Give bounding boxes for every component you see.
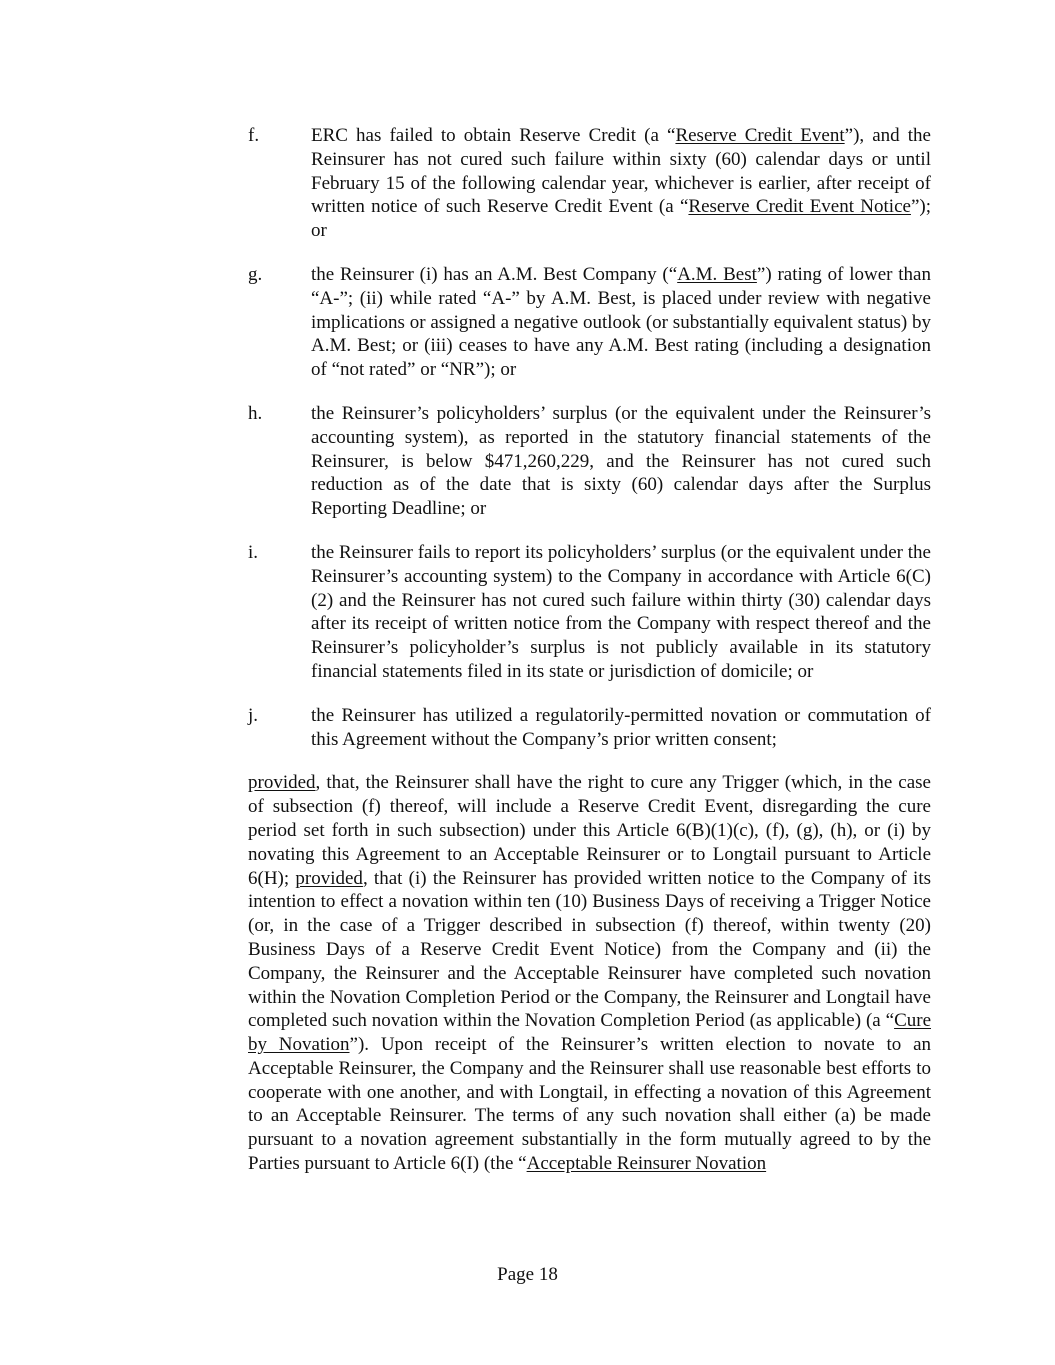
defined-term-provided: provided bbox=[248, 772, 316, 794]
item-label: f. bbox=[248, 125, 260, 146]
defined-term-provided: provided bbox=[295, 867, 363, 889]
list-item-g bbox=[248, 263, 931, 382]
item-label: g. bbox=[248, 263, 263, 285]
page-number: Page 18 bbox=[497, 1264, 558, 1285]
defined-term-reserve-credit-event-notice: Reserve Credit Event Notice bbox=[688, 196, 911, 218]
item-text: the Reinsurer fails to report its policyholders’ surplus (or the equivalent under the Reinsurer’s accounting system) to the Company in accordance with Article 6(C)(2) and the Reinsurer has not cured such failure within thirty (30) calendar days after its receipt of written notice from the Company with respect thereof and the Reinsurer’s policyholder’s surplus is not publicly available in its statutory financial statements filed in its state or jurisdiction of domicile; or bbox=[311, 541, 931, 682]
item-label: h. bbox=[248, 402, 263, 424]
item-text: the Reinsurer has utilized a regulatorily-permitted novation or commutation of this Agreement without the Company’s prior written consent; bbox=[311, 704, 931, 750]
item-label: i. bbox=[248, 541, 259, 563]
page-content bbox=[248, 124, 931, 1176]
item-text: the Reinsurer’s policyholders’ surplus (or the equivalent under the Reinsurer’s accounting system), as reported in the statutory financial statements of the Reinsurer, is below $471,260,229, and the Reinsurer has not cured such reduction as of the date that is sixty (60) calendar days after the Surplus Reporting Deadline; or bbox=[311, 402, 931, 520]
list-item-h bbox=[248, 402, 931, 521]
defined-term-reserve-credit-event: Reserve Credit Event bbox=[675, 125, 845, 146]
list-item-j bbox=[248, 704, 931, 752]
item-text: ERC has failed to obtain Reserve Credit (a “Reserve Credit Event”), and the Reinsurer has not cured such failure within sixty (60) calendar days or until February 15 of the following calendar year, whichever is earlier, after receipt of written notice of such Reserve Credit Event (a “Reserve Credit Event Notice”); or bbox=[311, 125, 931, 242]
item-text: the Reinsurer (i) has an A.M. Best Company (“A.M. Best”) rating of lower than “A-”; (ii) while rated “A-” by A.M. Best, is placed under review with negative implications or assigned a negative outlook (or substantially equivalent status) by A.M. Best; or (iii) ceases to have any A.M. Best rating (including a designation of “not rated” or “NR”); or bbox=[311, 263, 931, 381]
defined-term-cure-by-novation: Cure by Novation bbox=[248, 1010, 931, 1056]
list-item-i bbox=[248, 541, 931, 684]
defined-term-acceptable-reinsurer-novation: Acceptable Reinsurer Novation bbox=[526, 1153, 767, 1175]
proviso-text: provided, that, the Reinsurer shall have the right to cure any Trigger (which, in the case of subsection (f) thereof, will include a Reserve Credit Event, disregarding the cure period set forth in such subsection) under this Article 6(B)(1)(c), (f), (g), (h), or (i) by novating this Agreement to an Acceptable Reinsurer or to Longtail pursuant to Article 6(H); provided, that (i) the Reinsurer has provided written notice to the Company of its intention to effect a novation within ten (10) Business Days of receiving a Trigger Notice (or, in the case of a Trigger described in subsection (f) thereof, within twenty (20) Business Days of a Reserve Credit Event Notice) from the Company and (ii) the Company, the Reinsurer and the Acceptable Reinsurer have completed such novation within the Novation Completion Period or the Company, the Reinsurer and Longtail have completed such novation within the Novation Completion Period (as applicable) (a “Cure by Novation”). Upon receipt of the Reinsurer’s written election to novate to an Acceptable Reinsurer, the Company and the Reinsurer shall use reasonable best efforts to cooperate with one another, and with Longtail, in effecting a novation of this Agreement to an Acceptable Reinsurer. The terms of any such novation shall either (a) be made pursuant to a novation agreement substantially in the form mutually agreed to by the Parties pursuant to Article 6(I) (the “Acceptable Reinsurer Novation bbox=[248, 772, 931, 1175]
defined-term-am-best: A.M. Best bbox=[677, 263, 757, 285]
list-item-f bbox=[248, 124, 931, 243]
item-label: j. bbox=[248, 704, 259, 726]
proviso-paragraph bbox=[248, 771, 931, 1176]
